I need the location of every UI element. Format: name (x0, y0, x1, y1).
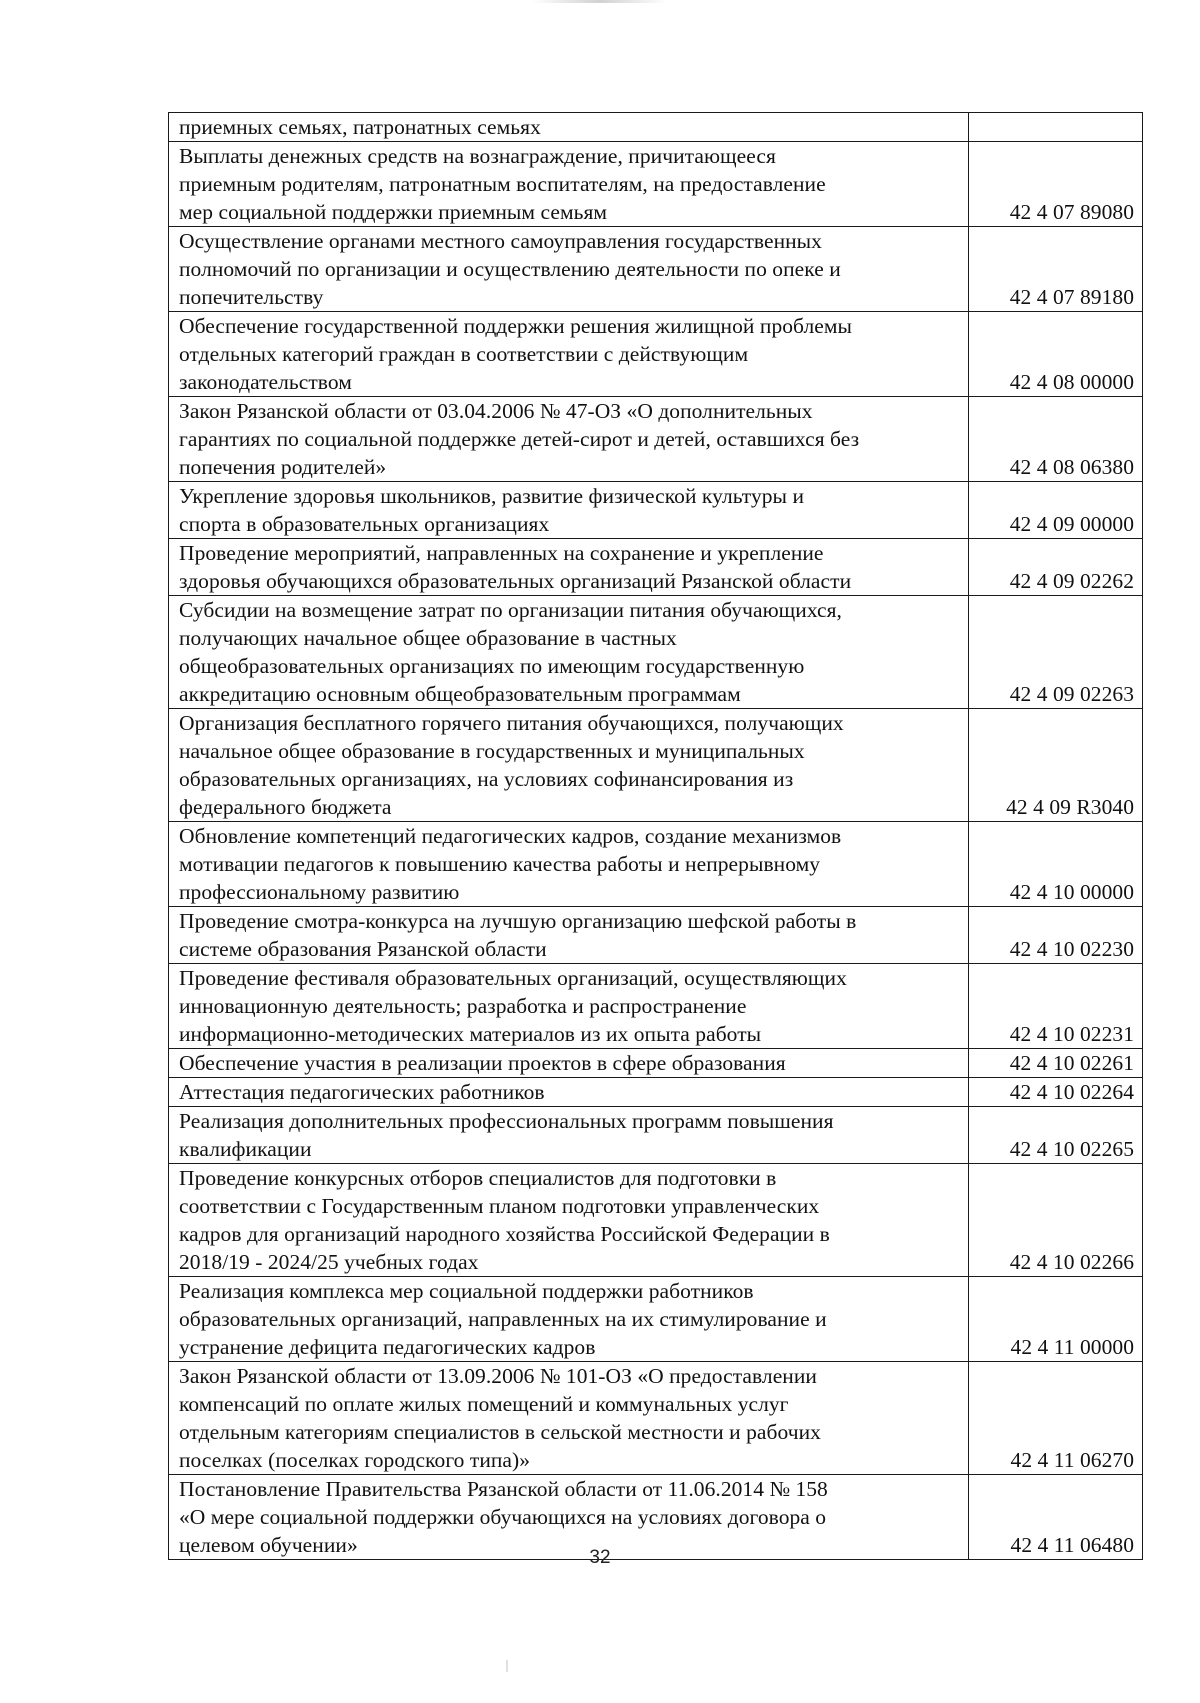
description-line: Выплаты денежных средств на вознаграждение, причитающееся (179, 144, 776, 168)
table-row (169, 539, 1143, 596)
table-row (169, 142, 1143, 227)
page-number: 32 (589, 1547, 611, 1568)
table-row (169, 113, 1143, 142)
description-line: отдельным категориям специалистов в сельской местности и рабочих (179, 1420, 821, 1444)
row-code: 42 4 10 00000 (969, 822, 1143, 907)
row-description (169, 1049, 969, 1078)
description-line: законодательством (179, 370, 352, 394)
row-description (169, 1078, 969, 1107)
description-line: приемным родителям, патронатным воспитателям, на предоставление (179, 172, 826, 196)
table-row (169, 1362, 1143, 1475)
row-description (169, 539, 969, 596)
description-line: Реализация дополнительных профессиональных программ повышения (179, 1109, 834, 1133)
row-code: 42 4 11 06270 (969, 1362, 1143, 1475)
description-line: общеобразовательных организациях по имеющим государственную (179, 654, 805, 678)
description-line: образовательных организаций, направленных на их стимулирование и (179, 1307, 827, 1331)
row-description (169, 482, 969, 539)
description-line: квалификации (179, 1137, 312, 1161)
description-line: попечительству (179, 285, 324, 309)
description-line: соответствии с Государственным планом подготовки управленческих (179, 1194, 820, 1218)
description-line: приемных семьях, патронатных семьях (179, 115, 541, 139)
row-code (969, 113, 1143, 142)
row-code: 42 4 11 06480 (969, 1475, 1143, 1560)
description-line: Реализация комплекса мер социальной поддержки работников (179, 1279, 754, 1303)
description-line: инновационную деятельность; разработка и распространение (179, 994, 747, 1018)
row-description (169, 397, 969, 482)
table-row (169, 1078, 1143, 1107)
row-code: 42 4 08 00000 (969, 312, 1143, 397)
description-line: гарантиях по социальной поддержке детей-сирот и детей, оставшихся без (179, 427, 860, 451)
table-row (169, 907, 1143, 964)
scan-artifact-top (532, 0, 667, 3)
budget-classification-table (168, 112, 1143, 1560)
row-description (169, 709, 969, 822)
description-line: 2018/19 - 2024/25 учебных годах (179, 1250, 479, 1274)
description-line: Укрепление здоровья школьников, развитие физической культуры и (179, 484, 805, 508)
row-code: 42 4 10 02231 (969, 964, 1143, 1049)
description-line: информационно-методических материалов из их опыта работы (179, 1022, 762, 1046)
description-line: «О мере социальной поддержки обучающихся на условиях договора о (179, 1505, 827, 1529)
description-line: Организация бесплатного горячего питания обучающихся, получающих (179, 711, 844, 735)
table-row (169, 482, 1143, 539)
description-line: Проведение конкурсных отборов специалистов для подготовки в (179, 1166, 777, 1190)
description-line: получающих начальное общее образование в частных (179, 626, 677, 650)
description-line: Субсидии на возмещение затрат по организации питания обучающихся, (179, 598, 842, 622)
table-row (169, 1277, 1143, 1362)
row-code: 42 4 09 02262 (969, 539, 1143, 596)
description-line: полномочий по организации и осуществлению деятельности по опеке и (179, 257, 841, 281)
row-description (169, 1107, 969, 1164)
row-description (169, 907, 969, 964)
row-description (169, 822, 969, 907)
description-line: поселках (поселках городского типа)» (179, 1448, 531, 1472)
row-description (169, 596, 969, 709)
description-line: Осуществление органами местного самоуправления государственных (179, 229, 822, 253)
description-line: отдельных категорий граждан в соответствии с действующим (179, 342, 749, 366)
table-row (169, 312, 1143, 397)
description-line: здоровья обучающихся образовательных организаций Рязанской области (179, 569, 852, 593)
description-line: Обновление компетенций педагогических кадров, создание механизмов (179, 824, 842, 848)
description-line: начальное общее образование в государственных и муниципальных (179, 739, 805, 763)
row-code: 42 4 10 02261 (969, 1049, 1143, 1078)
row-code: 42 4 09 00000 (969, 482, 1143, 539)
row-code: 42 4 10 02230 (969, 907, 1143, 964)
row-description (169, 142, 969, 227)
description-line: целевом обучении» (179, 1533, 358, 1557)
table-row (169, 964, 1143, 1049)
description-line: системе образования Рязанской области (179, 937, 547, 961)
table-row (169, 1049, 1143, 1078)
row-code: 42 4 09 R3040 (969, 709, 1143, 822)
table-row (169, 397, 1143, 482)
description-line: Обеспечение государственной поддержки решения жилищной проблемы (179, 314, 853, 338)
description-line: Проведение мероприятий, направленных на сохранение и укрепление (179, 541, 824, 565)
description-line: аккредитацию основным общеобразовательным программам (179, 682, 741, 706)
description-line: кадров для организаций народного хозяйства Российской Федерации в (179, 1222, 830, 1246)
row-code: 42 4 07 89180 (969, 227, 1143, 312)
row-description (169, 312, 969, 397)
table-row (169, 822, 1143, 907)
row-code: 42 4 07 89080 (969, 142, 1143, 227)
row-code: 42 4 09 02263 (969, 596, 1143, 709)
table-row (169, 709, 1143, 822)
description-line: спорта в образовательных организациях (179, 512, 550, 536)
description-line: Проведение смотра-конкурса на лучшую организацию шефской работы в (179, 909, 857, 933)
row-description (169, 113, 969, 142)
description-line: образовательных организациях, на условиях софинансирования из (179, 767, 794, 791)
row-code: 42 4 10 02266 (969, 1164, 1143, 1277)
description-line: федерального бюджета (179, 795, 392, 819)
description-line: Постановление Правительства Рязанской области от 11.06.2014 № 158 (179, 1477, 828, 1501)
scan-artifact-bottom (506, 1660, 508, 1672)
description-line: мер социальной поддержки приемным семьям (179, 200, 608, 224)
description-line: мотивации педагогов к повышению качества работы и непрерывному (179, 852, 821, 876)
row-description (169, 1164, 969, 1277)
description-line: Закон Рязанской области от 13.09.2006 № 101-ОЗ «О предоставлении (179, 1364, 817, 1388)
description-line: Обеспечение участия в реализации проектов в сфере образования (179, 1051, 786, 1075)
row-description (169, 1362, 969, 1475)
description-line: профессиональному развитию (179, 880, 460, 904)
table-row (169, 1107, 1143, 1164)
row-description (169, 1277, 969, 1362)
table-row (169, 1164, 1143, 1277)
row-code: 42 4 08 06380 (969, 397, 1143, 482)
row-code: 42 4 11 00000 (969, 1277, 1143, 1362)
row-code: 42 4 10 02264 (969, 1078, 1143, 1107)
description-line: устранение дефицита педагогических кадров (179, 1335, 596, 1359)
description-line: Проведение фестиваля образовательных организаций, осуществляющих (179, 966, 847, 990)
table-body (169, 113, 1143, 1560)
description-line: попечения родителей» (179, 455, 387, 479)
row-description (169, 227, 969, 312)
description-line: компенсаций по оплате жилых помещений и коммунальных услуг (179, 1392, 789, 1416)
table-row (169, 227, 1143, 312)
row-code: 42 4 10 02265 (969, 1107, 1143, 1164)
description-line: Закон Рязанской области от 03.04.2006 № 47-ОЗ «О дополнительных (179, 399, 813, 423)
row-description (169, 964, 969, 1049)
table-row (169, 596, 1143, 709)
description-line: Аттестация педагогических работников (179, 1080, 545, 1104)
